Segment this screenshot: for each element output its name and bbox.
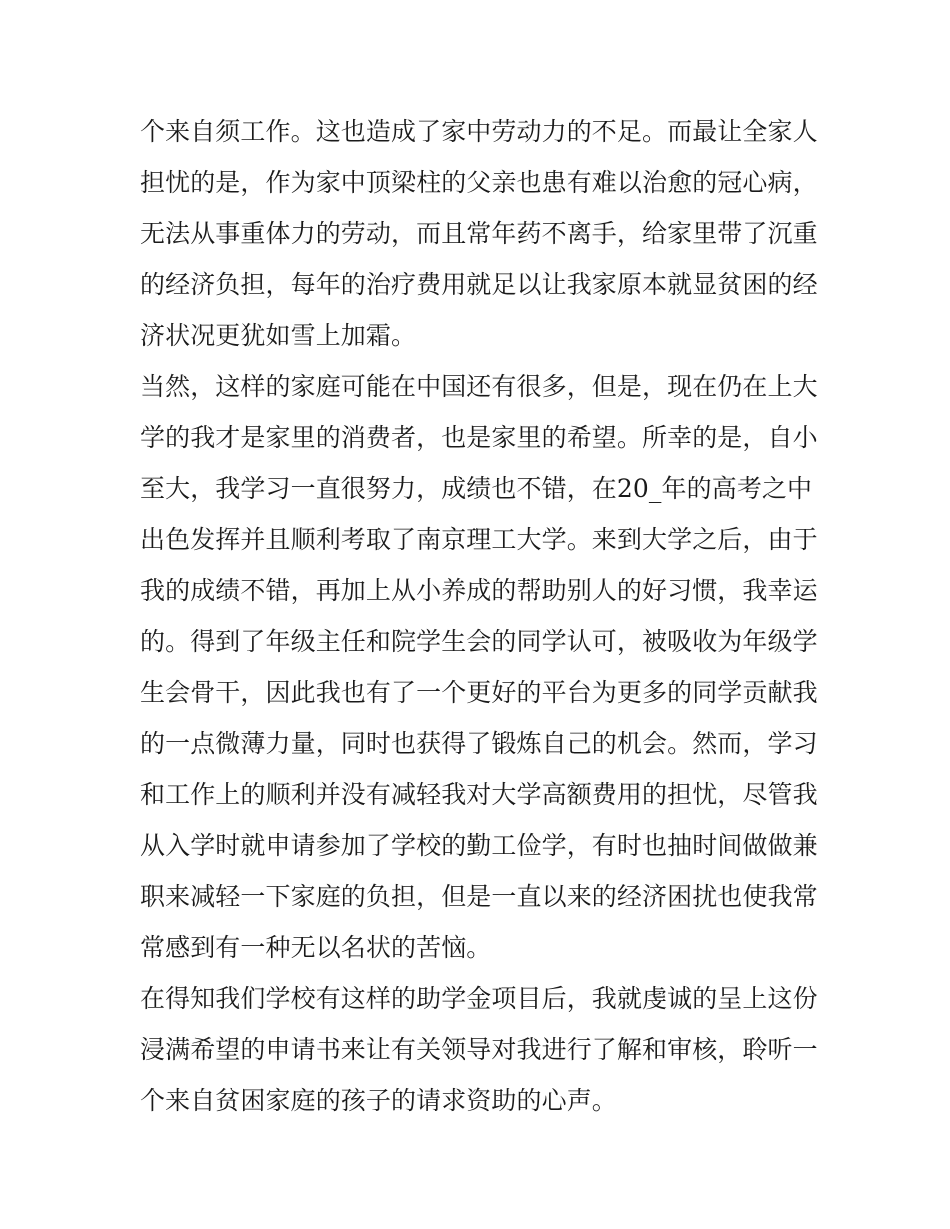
text-line: 个来自贫困家庭的孩子的请求资助的心声。: [140, 1086, 617, 1115]
text-line: 浸满希望的申请书来让有关领导对我进行了解和审核，聆听一: [140, 1035, 818, 1064]
text-line: 的经济负担，每年的治疗费用就足以让我家原本就显贫困的经: [140, 270, 818, 299]
text-line: 常感到有一种无以名状的苦恼。: [140, 933, 492, 962]
text-line: 生会骨干，因此我也有了一个更好的平台为更多的同学贡献我: [140, 678, 818, 707]
text-line: 无法从事重体力的劳动，而且常年药不离手，给家里带了沉重: [140, 219, 818, 248]
text-line: 至大，我学习一直很努力，成绩也不错，在20_年的高考之中: [140, 474, 813, 503]
text-line: 的一点微薄力量，同时也获得了锻炼自己的机会。然而，学习: [140, 729, 818, 758]
document-body: [140, 106, 818, 1126]
text-line: 的。得到了年级主任和院学生会的同学认可，被吸收为年级学: [140, 627, 818, 656]
text-line: 在得知我们学校有这样的助学金项目后，我就虔诚的呈上这份: [140, 984, 818, 1013]
text-line: 职来减轻一下家庭的负担，但是一直以来的经济困扰也使我常: [140, 882, 818, 911]
text-line: 济状况更犹如雪上加霜。: [140, 321, 417, 350]
text-line: 担忧的是，作为家中顶梁柱的父亲也患有难以治愈的冠心病，: [140, 168, 818, 197]
text-line: 学的我才是家里的消费者，也是家里的希望。所幸的是，自小: [140, 423, 818, 452]
text-line: 和工作上的顺利并没有减轻我对大学高额费用的担忧，尽管我: [140, 780, 818, 809]
text-line: 出色发挥并且顺利考取了南京理工大学。来到大学之后，由于: [140, 525, 818, 554]
text-line: 从入学时就申请参加了学校的勤工俭学，有时也抽时间做做兼: [140, 831, 818, 860]
text-line: 当然，这样的家庭可能在中国还有很多，但是，现在仍在上大: [140, 372, 818, 401]
text-line: 个来自须工作。这也造成了家中劳动力的不足。而最让全家人: [140, 117, 818, 146]
text-line: 我的成绩不错，再加上从小养成的帮助别人的好习惯，我幸运: [140, 576, 818, 605]
